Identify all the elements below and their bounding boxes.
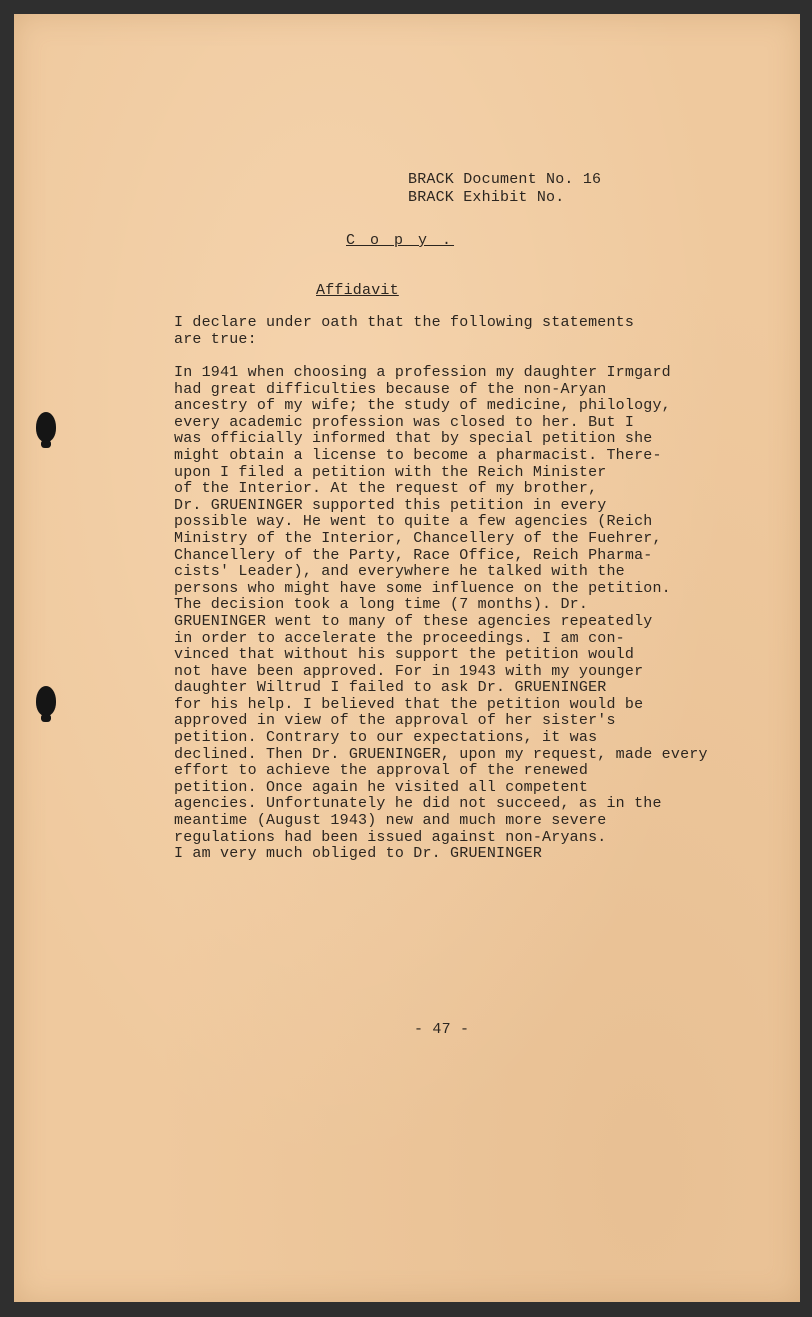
text-line: not have been approved. For in 1943 with my younger [174,662,644,680]
document-header [408,171,601,207]
text-line: petition. Contrary to our expectations, it was [174,729,598,747]
oath-declaration [174,315,634,348]
affidavit-body [174,365,708,863]
document-number: BRACK Document No. 16 [408,171,602,188]
text-line: I am very much obliged to Dr. GRUENINGER [174,845,543,863]
text-line: had great difficulties because of the non-Aryan [174,380,607,398]
text-line: possible way. He went to quite a few agencies (Reich [174,513,653,531]
exhibit-number: BRACK Exhibit No. [408,189,565,206]
text-line: of the Interior. At the request of my brother, [174,480,598,498]
text-line: declined. Then Dr. GRUENINGER, upon my request, made every [174,745,708,763]
text-line: Chancellery of the Party, Race Office, Reich Pharma- [174,546,653,564]
punch-hole-top [36,412,56,442]
affidavit-heading: Affidavit [316,282,399,299]
text-line: Ministry of the Interior, Chancellery of the Fuehrer, [174,529,662,547]
text-line: regulations had been issued against non-Aryans. [174,828,607,846]
text-line: approved in view of the approval of her sister's [174,712,616,730]
text-line: are true: [174,330,257,348]
text-line: In 1941 when choosing a profession my daughter Irmgard [174,364,671,381]
text-line: Dr. GRUENINGER supported this petition in every [174,496,607,514]
text-line: might obtain a license to become a pharmacist. There- [174,446,662,464]
text-line: petition. Once again he visited all competent [174,778,589,796]
text-line: in order to accelerate the proceedings. I am con- [174,629,625,647]
text-line: persons who might have some influence on the petition. [174,579,671,597]
text-line: was officially informed that by special petition she [174,430,653,448]
text-line: vinced that without his support the petition would [174,646,635,664]
page-number: - 47 - [414,1021,470,1038]
text-line: GRUENINGER went to many of these agencies repeatedly [174,612,653,630]
text-line: upon I filed a petition with the Reich Minister [174,463,607,481]
text-line: ancestry of my wife; the study of medicine, philology, [174,397,671,415]
text-line: meantime (August 1943) new and much more severe [174,812,607,830]
text-line: cists' Leader), and everywhere he talked with the [174,563,625,581]
document-page [14,14,800,1302]
text-line: I declare under oath that the following statements [174,314,635,331]
text-line: agencies. Unfortunately he did not succeed, as in the [174,795,662,813]
text-line: daughter Wiltrud I failed to ask Dr. GRUENINGER [174,679,607,697]
text-line: The decision took a long time (7 months). Dr. [174,596,589,614]
text-line: for his help. I believed that the petition would be [174,695,644,713]
punch-hole-bottom [36,686,56,716]
copy-heading: C o p y . [346,232,455,249]
text-line: every academic profession was closed to her. But I [174,413,635,431]
text-line: effort to achieve the approval of the renewed [174,762,589,780]
